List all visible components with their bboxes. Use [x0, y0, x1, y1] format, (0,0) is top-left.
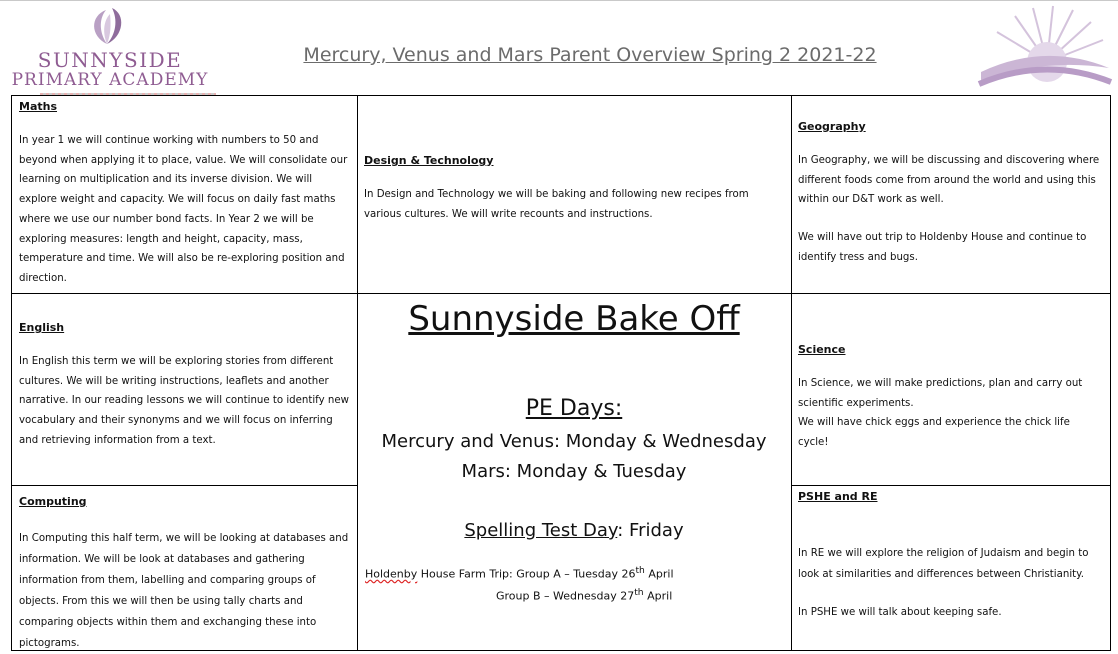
maths-body: In year 1 we will continue working with numbers to 50 and beyond when applying it to place, value. We will consolidate our learning on multiplication and its inverse division. We will explore weight and capacity. We will focus on daily fast maths where we use our number bond facts. In Year 2 we will be exploring measures: length and height, capacity, mass, temperature and time. We will also be re-exploring position and direction.: [19, 135, 348, 284]
maths-heading: Maths: [19, 100, 58, 113]
sun-motto-logo-icon: [975, 2, 1113, 94]
science-heading: Science: [798, 343, 846, 356]
trip-place: Holdenby: [365, 567, 418, 581]
trip-line-2-suffix: th: [634, 587, 644, 598]
trip-line-1-end: April: [644, 567, 674, 581]
computing-body: In Computing this half term, we will be looking at databases and information. We will be look at databases and gathering information from them, labelling and comparing groups of objects. From this we will then be using tally charts and comparing objects within them and exchanging these into pictograms.: [19, 533, 349, 649]
english-body: In English this term we will be exploring stories from different cultures. We will be writing instructions, leaflets and another narrative. In our reading lessons we will continue to identify new vocabulary and their synonyms and we will focus on inferring and retrieving information from a text.: [19, 356, 349, 446]
top-rule: [0, 0, 1118, 1]
school-logo: [4, 4, 216, 92]
trip-line-1: [365, 565, 674, 581]
trip-line-1-text: House Farm Trip: Group A – Tuesday 26: [417, 567, 636, 581]
school-emblem-icon: [84, 6, 130, 46]
bake-off-title: Sunnyside Bake Off: [408, 299, 740, 339]
pe-days-heading: PE Days:: [525, 396, 623, 421]
pe-days-line-1: Mercury and Venus: Monday & Wednesday: [381, 431, 767, 452]
geography-panel: [791, 95, 1111, 294]
spelling-test-label: Spelling Test Day: [464, 520, 618, 541]
pshe-re-heading: PSHE and RE: [798, 490, 878, 503]
trip-line-2-end: April: [643, 589, 673, 603]
page-title: Mercury, Venus and Mars Parent Overview Spring 2 2021-22: [303, 44, 877, 66]
computing-panel: [11, 485, 358, 651]
geography-heading: Geography: [798, 120, 866, 133]
design-technology-body: In Design and Technology we will be baking and following new recipes from various cultures. We will write recounts and instructions.: [364, 189, 749, 220]
pe-days-line-2: Mars: Monday & Tuesday: [461, 461, 687, 482]
spelling-test-day: [357, 520, 791, 541]
trip-line-2-text: Group B – Wednesday 27: [496, 589, 635, 603]
overview-grid: [11, 95, 1111, 651]
pshe-re-panel: [791, 485, 1111, 651]
spelling-test-value: : Friday: [617, 520, 684, 541]
geography-body-2: We will have out trip to Holdenby House and continue to identify tress and bugs.: [798, 232, 1087, 263]
geography-body-1: In Geography, we will be discussing and discovering where different foods come from around the world and using this within our D&T work as well.: [798, 155, 1100, 206]
trip-line-1-suffix: th: [635, 565, 645, 576]
school-name-line1: SUNNYSIDE: [37, 48, 183, 72]
pshe-body: In PSHE we will talk about keeping safe.: [798, 607, 1002, 618]
maths-panel: [11, 95, 358, 294]
re-body: In RE we will explore the religion of Judaism and begin to look at similarities and differences between Christianity.: [798, 548, 1089, 580]
science-body-2: We will have chick eggs and experience the chick life cycle!: [798, 417, 1070, 449]
computing-heading: Computing: [19, 495, 87, 508]
center-panel: [357, 293, 792, 651]
school-name-line2: PRIMARY ACADEMY: [11, 70, 209, 90]
design-technology-panel: [357, 95, 792, 294]
science-body-1: In Science, we will make predictions, plan and carry out scientific experiments.: [798, 378, 1083, 409]
english-panel: [11, 293, 358, 486]
english-heading: English: [19, 321, 65, 334]
design-technology-heading: Design & Technology: [364, 154, 494, 167]
trip-line-2: [496, 587, 672, 603]
science-panel: [791, 293, 1111, 486]
